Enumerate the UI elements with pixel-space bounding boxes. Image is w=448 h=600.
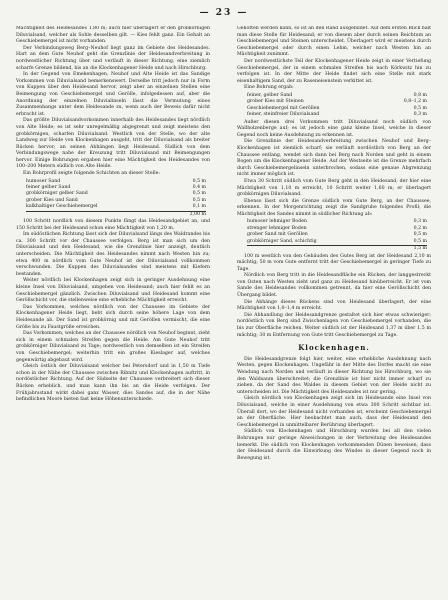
- bore-table: [247, 93, 427, 119]
- paragraph: Ebenso lässt sich die Grenze südlich vom Gute Berg, an der Chaussee, erkennen. In der Morgenrichtung zeigt die Sandgrube folgendes Profil; die Mächtigkeit des Sandes nimmt in südlicher Richtung ab:: [237, 198, 431, 217]
- paragraph: Gleich östlich der Diluvialsand welcher bei Petersdorf und in 1,50 m Tiefe schon in der Nähe der Chaussee zwischen Ribnitz und Klockenhagen auftritt, in nordöstlicher Richtung. Auf der Südseite der Chaussee verbreitert sich dieser Rücken erheblich, und man kann ihn bis an die Heide verfolgen. Der Frühjahrsstand wirkt dabei ganz Wasser, dies Sandes auf, die in der Nähe befindlichen Moore bieten fast keine Höhenunterschiede.: [16, 364, 210, 403]
- table-row: grober Kies mit Steinen 0,8–1,2 m: [247, 99, 427, 105]
- paragraph: Mächtigkeit des Heidesandes 1,80 m; auch hier überlagert er den grobkörnigen Diluvialsand, welcher als Sohle desselben gilt. — Kies fehlt ganz. Ein Gehalt an Geschiebemergel ist nicht vorhanden.: [16, 26, 210, 45]
- page-number: — 23 —: [199, 8, 249, 18]
- left-column: [16, 26, 210, 592]
- table-row: humoser lehmiger Boden 0,3 m: [247, 219, 427, 225]
- table-row: feiner, gelber Sand 0,8 m: [247, 92, 427, 98]
- table-row: humoser Sand 0,5 m: [26, 178, 206, 184]
- paragraph: Weiter nördlich bei Klockenhagen zeigt sich in geringer Ausdehnung eine kleine Insel von Diluvialsand, umgeben von Heidesand; auch hier fehlt es an Geschiebemergel gänzlich. Zwischen Diluvialsand und Heidesand kommt eine Geröllschicht vor, die stellenweise eine erhebliche Mächtigkeit erreicht.: [16, 278, 210, 304]
- bore-caption: Eine Bohrung ergab:: [244, 85, 294, 91]
- paragraph: Die Grenzlinie der Heidesandverbreitung zwischen Neuhof und Berg–Klockenhagen ist ziemlich scharf; sie verläuft nordöstlich von Berg an der Chaussee entlang, wendet sich dann bei Berg nach Norden und geht in einem Bogen um die Klockenhagener Heide. Auf der Westseite ist die Grenze mehrfach durch Geschiebemergelinseln unterbrochen, sodass eine genaue Abgrenzung nicht immer möglich ist.: [237, 139, 431, 178]
- paragraph: Südlich von Klockenhagen und Hirschburg wurden bei all den vielen Bohrungen nur geringe Abweichungen in der Verbreitung des Heidesandes bemerkt. Die südlich von Klockenhagen vorkommenden Dünen beweisen, dass der Heidesand durch die Einwirkung des Windes in dieser Gegend noch in Bewegung ist.: [237, 429, 431, 461]
- table-row: feiner gelber Sand 0,4 m: [26, 185, 206, 191]
- section-heading: Klockenhagen.: [298, 343, 370, 353]
- paragraph: Die Abhänge dieses Rückens sind von Heidesand überlagert, der eine Mächtigkeit von 1,0–1,4 m erreicht.: [237, 299, 431, 312]
- table-row: grobkörniger Sand, schichtig 0,5 m: [247, 238, 427, 244]
- paragraph: Gehöften werden kann, so ist an den Rand ausgebildet. Auf dem ersten Blick hält man diese Stelle für Heidesand; er von diesem aber durch seinen Reichtum an Geschiebemergel und Steinen unterscheidet. Überlagert wird er meistens durch Geschiebemergel oder durch einen Lehm, welcher nach Westen hin an Mächtigkeit zunimmt.: [237, 26, 431, 58]
- table-row: grober Sand mit Geröllen 0,5 m: [247, 232, 427, 238]
- paragraph: Nördlich von Berg tritt in die Heidesandfläche ein Rücken, der langgestreckt von Osten nach Westen zieht und ganz zu Heidesand hinüberreicht. Er ist vom Sande des Heidesandes vollkommen getrennt, da hier eine Geröllschicht den Übergang bildet.: [237, 273, 431, 299]
- paragraph: 100 m westlich von den Gebäuden des Gutes Berg ist der Heidesand 2,10 m mächtig; 50 m vom Gute entfernt tritt der Geschiebemergel in geringer Tiefe zu Tage.: [237, 253, 431, 272]
- paragraph: 100 Schritt nordlich von diesem Punkte fängt das Heidesandgebiet an, und 150 Schritt bei der Heidesand schon eine Mächtigkeit von 1,20 m.: [16, 219, 210, 231]
- paragraph: Die Heidesandgrenze folgt hier, weiter, eine erhebliche Ausdehnung nach Westen, gegen Klockenhagen. Ungefähr in der Mitte des Dorfes macht sie eine Wendung nach Norden und verläuft in dieser Richtung bis Hirschburg, wo sie den Waldsaum überschreitet; die Grenzlinie ist hier nicht immer scharf zu ziehen, da der Sand des Waldes in diesem Gebiet von der Heide nicht zu unterscheiden ist. Die Mächtigkeit des Heidesandes ist nur gering.: [237, 356, 431, 395]
- paragraph: Die Abhandlung der Heidesandgrenze gestaltet sich hier etwas schwieriger; nordöstlich von Berg sind Zwischenlagen von Geschiebemergel vorhanden, die bis zur Oberfläche reichen. Weiter südlich ist der Heidesand 1,37 m über 1,5 m mächtig; 30 m Entfernung von Gute tritt Geschiebemergel zu Tage.: [237, 312, 431, 338]
- table-row: grober Kies und Sand 0,5 m: [26, 197, 206, 203]
- paragraph: Der nordwestlichste Teil der Klockenhagener Heide zeigt in einer Vertiefung Geschiebemergel, der in einem schmalen Streifen bis nach Körkwitz hin zu verfolgen ist. In der Mitte der Heide findet sich eine Stelle mit stark eisenhaltigem Sand, der zu Raseneisenstein verkittet ist.: [237, 58, 431, 84]
- paragraph: Außer diesen drei Vorkommen tritt Diluvialsand noch südlich von Wallholzenberge auf; es ist jedoch eine ganz kleine Insel, welche in dieser Gegend noch keine Ausdehnung zu erkennen ist.: [237, 119, 431, 138]
- paragraph: Im südöstlichen Richtung lässt sich der Diluvialsand längs des Waldrandes bis ca. 300 Schritt vor der Chaussee verfolgen. Berg ist man sich um den Diluvialsand und den Heidesand, wie die Grenzlinie hier anzeigt, deutlich unterscheiden. Die Mächtigkeit des Heidesandes nimmt nach Westen hin zu; etwa 400 m nördlich vom Gute Neuhof ist der Diluvialsand vollkommen verschwunden. Die Kuppen des Diluvialsandes sind meistens mit Kiefern bestanden.: [16, 232, 210, 277]
- paragraph: Der Verbindungsweg Berg–Neuhof liegt ganz im Gebiete des Heidesandes. Hart an dem Gute Neuhof geht die Grenzlinie der Heidesandverbreitung in nordwestlicher Richtung über und verläuft in dieser Richtung, eine ziemlich scharfe Grenze bildend, bis an die Klockenhagener Heide und nach Hirschburg.: [16, 45, 210, 71]
- profile-caption: Ein Bohrprofil zeigte folgende Schichten an dieser Stelle:: [23, 171, 161, 177]
- paragraph: Etwa 30 Schritt südlich vom Gute Berg geht in den Heidesand, der hier eine Mächtigkeit von 1,10 m erreicht, 10 Schritt weiter 1,60 m; er überlagert grobkörnigen Diluvialsand.: [237, 178, 431, 198]
- paragraph: Das Vorkommen, welches an der Chaussee nördlich von Neuhof beginnt, zieht sich in einem schmalen Streifen gegen die Heide. Am Gute Neuhof tritt grobkörniger Diluvialsand zu Tage; nordwestlich von demselben ist ein Streifen von Geschiebemergel; weiterhin tritt ein großes Kieslager auf, welches gegenwärtig abgebaut wird.: [16, 331, 210, 363]
- paragraph: In der Gegend von Emekenhagen, Neuhof und Alte Heide ist das Sandige Vorkommen von Diluvialsand bemerkenswert. Derselbe tritt jedoch nur in Form von Kuppen über den Heidesand hervor, zeigt aber an einzelnen Stellen eine Beimengung von Geschiebemergel und Gerölle, infolgedessen auf, aber die Anordnung der einzelnen Diluvialinseln lässt die Vermutung eines Zusammenhangs unter dem Heidesande zu, wenn auch der Beweis dafür nicht erbracht ist.: [16, 72, 210, 117]
- sand-pit-table: [247, 219, 427, 252]
- table-row: strenger lehmiger Boden 0,2 m: [247, 225, 427, 231]
- table-row: kalkhaltiger Geschiebemergel 0,1 m: [26, 204, 206, 210]
- paragraph: Das Vorkommen, welches nördlich von der Chaussee im Gebiete der Klockenhagener Heide liegt, hebt sich durch seine höhere Lage von dem Heidesande ab. Der Sand ist grobkörnig und mit Geröllen vermischt, die eine Größe bis zu Faustgröße erreichen.: [16, 304, 210, 330]
- table-total-row: 2,00 m: [26, 211, 206, 218]
- table-total-row: 1,5 m: [247, 246, 427, 253]
- table-row: grobkörniger gelber Sand 0,5 m: [26, 191, 206, 197]
- paragraph: Das größte Diluvialsandvorkommen innerhalb des Heidesandes liegt nördlich von Alte Heide; es ist sehr unregelmäßig abgegrenzt und zeigt meistens den grobkörnigen, scharfen Diluvialsand. Westlich von der Stelle, wo der alte Landweg zur Heide von Klockenhagen ausgeht, tritt der Diluvialsand als breiter Rücken hervor; an seinen Abhängen liegt Heidesand. Südlich von dem Verbindungswege nahe der Kreuzung tritt Diluvialsand mit Beimengungen hervor. Einige Bohrungen ergaben hier eine Mächtigkeit des Heidesandes von 100–200 Metern südlich von Alte Heide.: [16, 118, 210, 170]
- paragraph: Gleich nördlich von Klockenhagen zeigt sich im Heidesande eine Insel von Diluvialsand, welche in einer Ausdehnung von etwa 300 Schritt sichtbar ist. Überall dort, wo der Heidesand nicht vorhanden ist, erscheint Geschiebemergel an der Oberfläche. Hier beobachtet man auch, dass der Heidesand den Geschiebemergel in unmittelbarer Berührung überlagert.: [237, 396, 431, 428]
- table-row: Geschiebemergel mit Geröllen 0,5 m: [247, 105, 427, 111]
- bore-profile-table: [26, 179, 206, 218]
- table-row: feiner, steinfreier Diluvialsand 0,3 m: [247, 112, 427, 118]
- right-column: [237, 26, 431, 592]
